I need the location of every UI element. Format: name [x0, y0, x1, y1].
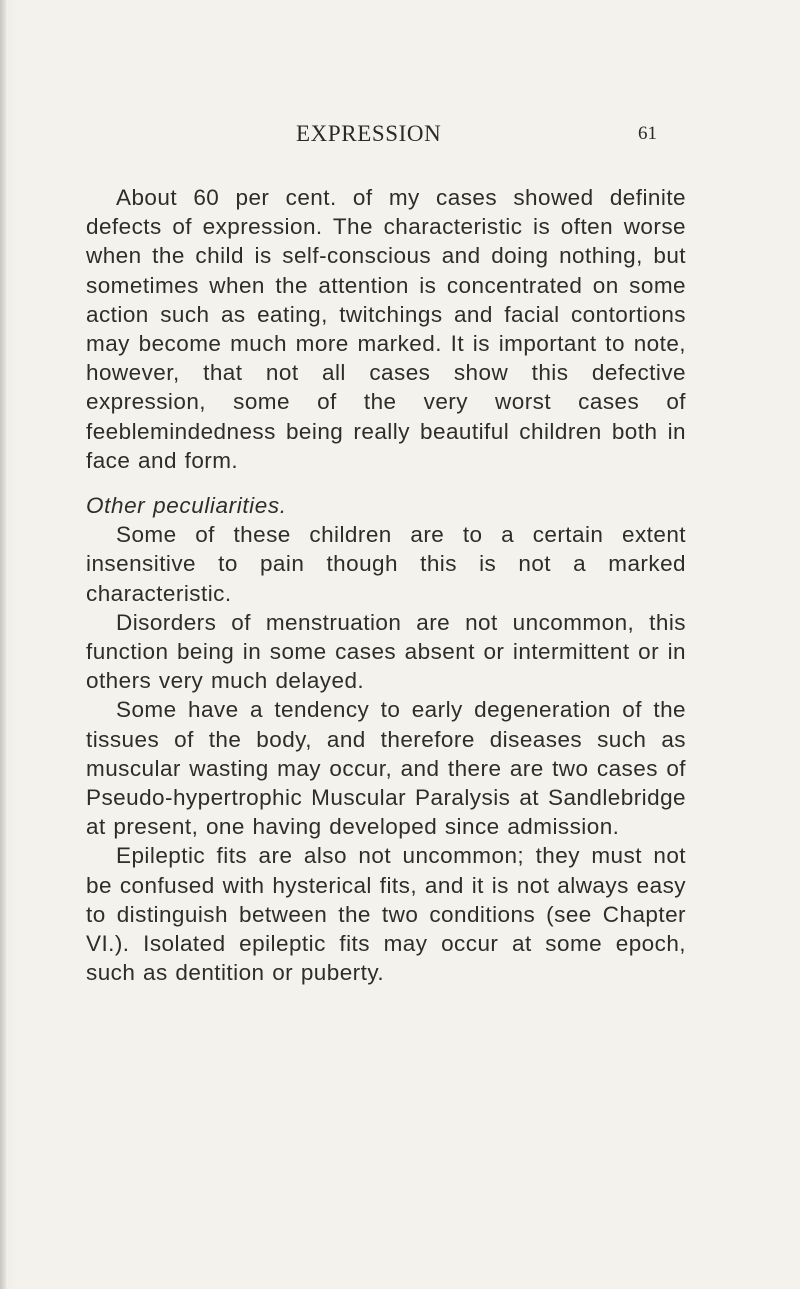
- paragraph-epileptic-fits: Epileptic fits are also not uncommon; they must not be confused with hysterical fits, and it is not always easy to distinguish between the two conditions (see Chapter VI.). Isolated epileptic fits may occur at some epoch, such as dentition or puberty.: [86, 843, 686, 986]
- paragraph-degeneration: Some have a tendency to early degeneration of the tissues of the body, and therefore diseases such as muscular wasting may occur, and there are two cases of Pseudo-hypertrophic Muscular Paralysis at Sandlebridge at present, one having developed since admission.: [86, 697, 686, 840]
- running-title: EXPRESSION: [296, 121, 442, 146]
- paragraph-expression-defects: About 60 per cent. of my cases showed definite defects of expression. The characteristic is often worse when the child is self-conscious and doing nothing, but sometimes when the attention is concentrated on some action such as eating, twitchings and facial contortions may become much more marked. It is important to note, however, that not all cases show this defective expression, some of the very worst cases of feeblemindedness being really beautiful children both in face and form.: [86, 185, 686, 473]
- page-binding-edge: [0, 0, 6, 1289]
- running-head: [0, 121, 800, 151]
- page-number: 61: [638, 123, 657, 144]
- section-heading: Other peculiarities.: [86, 493, 287, 519]
- body-text: [86, 183, 686, 987]
- paragraph-insensitive-to-pain: Some of these children are to a certain extent insensitive to pain though this is not a marked characteristic.: [86, 522, 686, 606]
- paragraph-menstruation: Disorders of menstruation are not uncommon, this function being in some cases absent or intermittent or in others very much delayed.: [86, 609, 686, 694]
